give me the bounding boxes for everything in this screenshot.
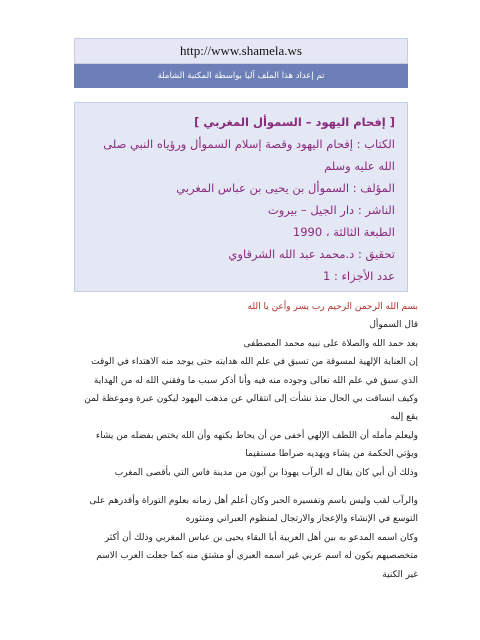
header-note-banner: تم إعداد هذا الملف آليا بواسطة المكتبة الشاملة (74, 64, 408, 88)
book-edition: الطبعة الثالثة ، 1990 (292, 225, 395, 239)
basmala: بسم الله الرحمن الرحيم رب يسر وأعن يا الله (247, 302, 418, 312)
book-info-box (74, 102, 408, 292)
book-title: [ إفحام اليهود – السموأل المغربي ] (194, 115, 395, 129)
book-parts-count: عدد الأجزاء : 1 (323, 269, 395, 283)
text-line: وذلك أن أبي كان يقال له الرآب يهوذا بن آبون من مدينة فاس التي بأقصى المغرب (114, 467, 418, 478)
text-line: يقع إليه (390, 412, 418, 423)
text-line: وليعلم مأمله أن اللطف الإلهي أخفى من أن يحاط بكنهه وأن الله يختص بفضله من يشاء (95, 430, 418, 441)
book-publisher: الناشر : دار الجيل – بيروت (267, 203, 395, 217)
body-text (58, 298, 418, 584)
book-author: المؤلف : السموأل بن يحيى بن عباس المغربي (176, 181, 395, 195)
text-line: إن العناية الإلهية لمسوقة من تسبق في علم الله هدايته حتى يوجد منه الاهتداء في الوقت (91, 357, 418, 368)
text-line: غير الكنية (382, 569, 418, 580)
text-line: والرآب لقب وليس باسم وتفسيره الحبر وكان أعلم أهل زمانه بعلوم التوراة وأقدرهم على (89, 496, 418, 507)
text-line: قال السموأل (369, 320, 418, 331)
text-line: متخصصيهم يكون له اسم عربي غير اسمه العبري أو مشتق منه كما جعلت العرب الاسم (96, 551, 418, 562)
book-editor: تحقيق : د.محمد عبد الله الشرقاوي (228, 247, 395, 261)
website-url[interactable]: http://www.shamela.ws (74, 38, 408, 64)
text-line: الذي سبق في علم الله تعالى وجوده منه فيه وأنا أذكر سبب ما وفقني الله له من الهداية (93, 375, 418, 386)
header (74, 38, 408, 88)
text-line: ويؤتي الحكمة من يشاء ويهديه صراطا مستقيما (245, 449, 418, 460)
text-line: بعد حمد الله والصلاة على نبيه محمد المصطفى (243, 338, 418, 349)
book-name: الكتاب : إفحام اليهود وقصة إسلام السموأل ورؤياه النبي صلى الله عليه وسلم (103, 137, 395, 173)
text-line: وكان اسمه المدعو به بين أهل العربية أبا البقاء يحيى بن عباس المغربي وذلك أن أكثر (104, 532, 418, 543)
text-line: التوسع في الإنشاء والإعجاز والارتجال لمنظوم العبراني ومنثوره (185, 514, 418, 525)
text-line: وكيف انساقت بي الحال منذ نشأت إلى انتقالي عن مذهب اليهود ليكون عبرة وموعظة لمن (84, 394, 418, 405)
